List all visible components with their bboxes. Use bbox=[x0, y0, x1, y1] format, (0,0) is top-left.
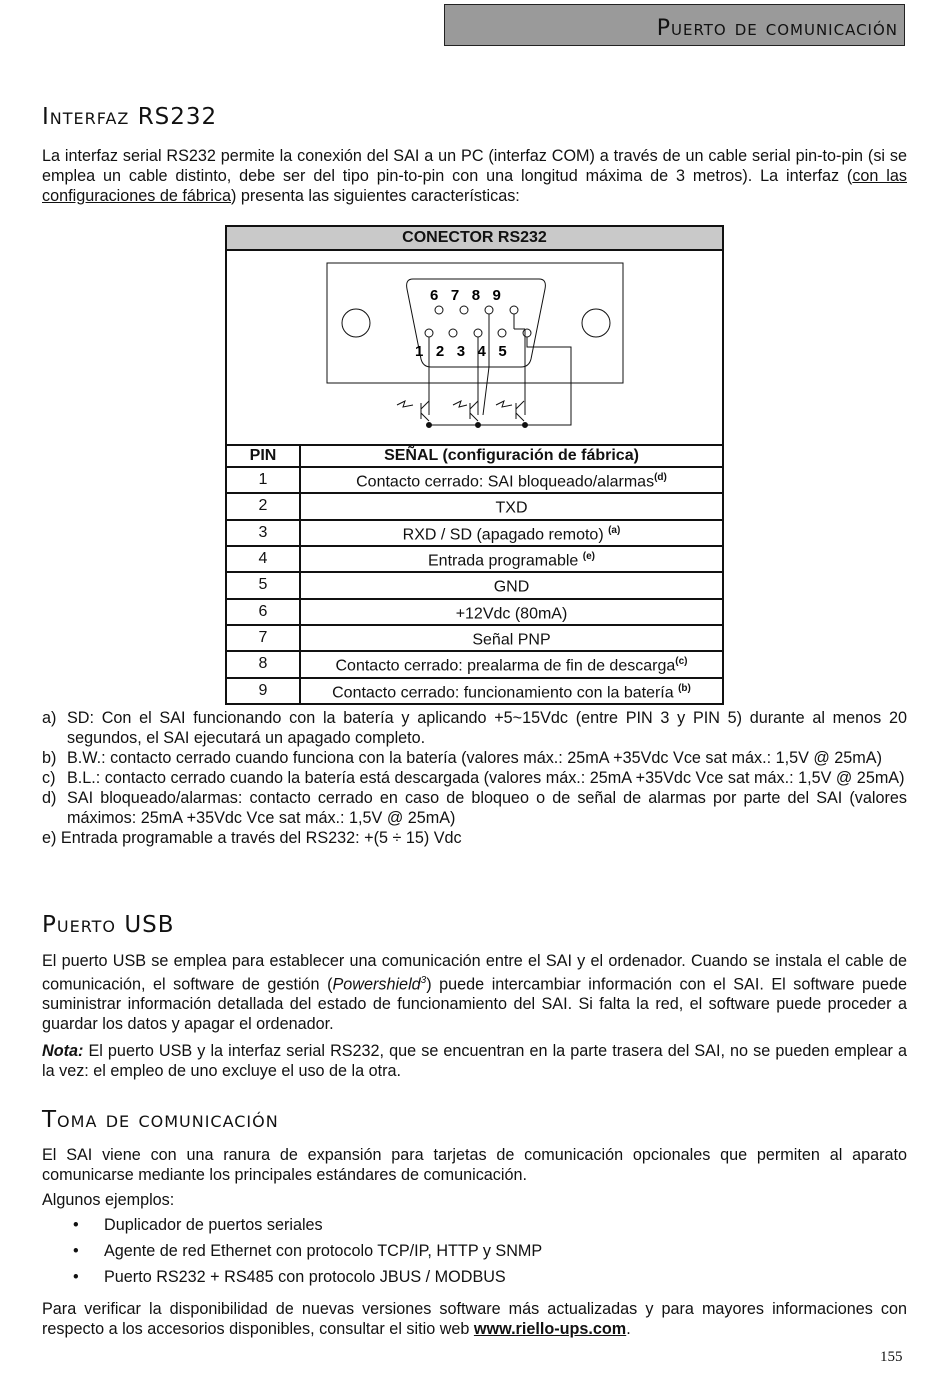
table-row: 7 Señal PNP bbox=[226, 625, 723, 651]
mount-hole-left bbox=[342, 309, 370, 337]
optocoupler-3 bbox=[496, 401, 528, 428]
page-number: 155 bbox=[880, 1349, 903, 1365]
website-link[interactable]: www.riello-ups.com bbox=[473, 1320, 627, 1338]
pins-bottom-label: 1 2 3 4 5 bbox=[415, 343, 507, 360]
optocoupler-1 bbox=[397, 401, 432, 428]
optocoupler-2 bbox=[453, 401, 481, 428]
footnotes bbox=[42, 708, 907, 848]
usb-note: Nota: El puerto USB y la interfaz serial RS232, que se encuentran en la parte trasera del SAI, no se pueden emplear a la vez: el empleo de uno excluye el uso de la otra. bbox=[42, 1042, 907, 1080]
footnote-d: d) SAI bloqueado/alarmas: contacto cerrado en caso de bloqueo o de señal de alarmas por parte del SAI (valores máximos: 25mA +35Vdc Vce sat máx.: 1,5V @ 25mA) bbox=[42, 789, 907, 827]
table-row: 2 TXD bbox=[226, 493, 723, 519]
footnote-b: b) B.W.: contacto cerrado cuando funciona con la batería (valores máx.: 25mA +35Vdc Vce sat máx.: 1,5V @ 25mA) bbox=[42, 749, 882, 767]
table-row: 9 Contacto cerrado: funcionamiento con la batería $^{(b)}$ bbox=[226, 678, 723, 704]
footnote-e: e) Entrada programable a través del RS232: +(5 ÷ 15) Vdc bbox=[42, 829, 462, 847]
col-pin-header: PIN bbox=[226, 445, 300, 467]
rs232-intro: La interfaz serial RS232 permite la conexión del SAI a un PC (interfaz COM) a través de un cable serial pin-to-pin (si se emplea un cable distinto, debe ser del tipo pin-to-pin con una longitud máxima de 3 metros). La interfaz (con las configuraciones de fábrica) presenta las siguientes características: bbox=[42, 147, 907, 205]
toma-paragraph: El SAI viene con una ranura de expansión para tarjetas de comunicación opcionales que permiten al aparato comunicarse mediante los principales estándares de comunicación. bbox=[42, 1146, 907, 1184]
pin-holes-top bbox=[435, 306, 518, 314]
usb-heading: Puerto USB bbox=[42, 912, 175, 938]
examples-list bbox=[42, 1215, 542, 1293]
list-item: • Agente de red Ethernet con protocolo TCP/IP, HTTP y SNMP bbox=[42, 1241, 542, 1267]
table-row: 3 RXD / SD (apagado remoto) $^{(a)}$ bbox=[226, 520, 723, 546]
pin-table bbox=[225, 444, 724, 705]
connector-title: CONECTOR RS232 bbox=[227, 227, 722, 251]
header-title: Puerto de comunicación bbox=[656, 16, 898, 41]
rs232-heading: Interfaz RS232 bbox=[42, 104, 218, 130]
pin-table-header bbox=[226, 445, 723, 467]
table-row: 8 Contacto cerrado: prealarma de fin de descarga$^{(c)}$ bbox=[226, 651, 723, 677]
examples-label: Algunos ejemplos: bbox=[42, 1191, 175, 1209]
connector-shell bbox=[327, 263, 623, 383]
header-box bbox=[444, 4, 905, 46]
pin-holes-bottom bbox=[425, 329, 531, 337]
footnote-c: c) B.L.: contacto cerrado cuando la batería está descargada (valores máx.: 25mA +35Vdc Vce sat máx.: 1,5V @ 25mA) bbox=[42, 769, 905, 787]
toma-heading: Toma de comunicación bbox=[42, 1107, 279, 1133]
footnote-a: a) SD: Con el SAI funcionando con la batería y aplicando +5~15Vdc (entre PIN 3 y PIN 5) durante al menos 20 segundos, el SAI ejecutará un apagado completo. bbox=[42, 709, 907, 747]
table-row: 5 GND bbox=[226, 572, 723, 598]
db9-connector-diagram bbox=[225, 249, 724, 444]
list-item: • Duplicador de puertos seriales bbox=[42, 1215, 542, 1241]
table-row: 4 Entrada programable $^{(e)}$ bbox=[226, 546, 723, 572]
table-row: 6 +12Vdc (80mA) bbox=[226, 599, 723, 625]
pins-top-label: 6 7 8 9 bbox=[430, 287, 501, 304]
col-signal-header: SEÑAL (configuración de fábrica) bbox=[300, 445, 723, 467]
table-row: 1 Contacto cerrado: SAI bloqueado/alarmas$^{(d)}$ bbox=[226, 467, 723, 493]
usb-paragraph: El puerto USB se emplea para establecer una comunicación entre el SAI y el ordenador. Cuando se instala el cable de comunicación, el software de gestión (Powershield$^3$) puede intercambiar información con el SAI. El software puede suministrar información detallada del estado de funcionamiento del SAI. Si falta la red, el software puede proceder a guardar los datos y apagar el ordenador. bbox=[42, 952, 907, 1034]
final-paragraph: Para verificar la disponibilidad de nuevas versiones software más actualizadas y para mayores informaciones con respecto a los accesorios disponibles, consultar el sitio web www.riello-ups.com. bbox=[42, 1300, 907, 1338]
mount-hole-right bbox=[582, 309, 610, 337]
list-item: • Puerto RS232 + RS485 con protocolo JBUS / MODBUS bbox=[42, 1267, 542, 1293]
